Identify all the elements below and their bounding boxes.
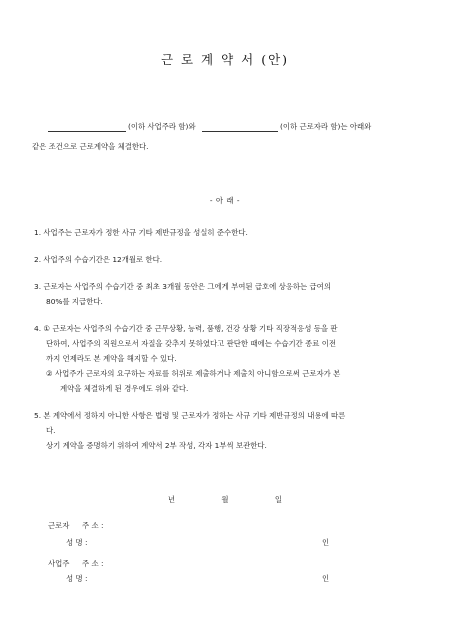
worker-address-label: 주 소 :	[82, 521, 104, 530]
date-month: 월	[221, 495, 229, 504]
date-year: 년	[167, 495, 176, 504]
intro-line-1	[48, 121, 371, 132]
employer-name-blank	[48, 123, 126, 132]
item-3-line-2: 80%를 지급한다.	[46, 297, 103, 306]
item-1: 1. 사업주는 근로자가 정한 사규 기타 제반규정을 성실히 준수한다.	[34, 228, 248, 237]
employer-address-label: 주 소 :	[82, 559, 104, 568]
item-4-line-1: 4. ① 근로자는 사업주의 수습기간 중 근무상황, 능력, 품행, 건강 상황 기타 직장적응성 등을 판	[34, 324, 338, 333]
intro-worker-text: (이하 근로자라 함)는 아래와	[279, 122, 372, 131]
below-heading: - 아 래 -	[209, 196, 241, 205]
document-title: 근 로 계 약 서 (안)	[160, 52, 290, 67]
worker-name-label: 성 명 :	[66, 538, 88, 547]
closing-statement: 상기 계약을 증명하기 위하여 계약서 2부 작성, 각자 1부씩 보관한다.	[46, 441, 267, 450]
item-3-line-1: 3. 근로자는 사업주의 수습기간 중 최초 3개월 동안은 그에게 부여된 급호에 상응하는 급여의	[34, 282, 331, 291]
worker-seal: 인	[322, 538, 330, 547]
date-line	[0, 494, 450, 505]
intro-employer-text: (이하 사업주라 함)와	[128, 122, 196, 131]
intro-line-2: 같은 조건으로 근로계약을 체결한다.	[32, 142, 149, 151]
item-5-line-2: 다.	[46, 426, 56, 435]
employer-seal: 인	[322, 574, 330, 583]
item-4-line-5: 계약을 체결하게 된 경우에도 위와 같다.	[60, 384, 189, 393]
item-2: 2. 사업주의 수습기간은 12개월로 한다.	[34, 255, 163, 264]
item-4-line-3: 까지 언제라도 본 계약을 해지할 수 있다.	[46, 354, 177, 363]
date-day: 일	[274, 495, 283, 504]
item-4-line-2: 단하여, 사업주의 직원으로서 자질을 갖추지 못하였다고 판단한 때에는 수습기간 종료 이전	[46, 339, 337, 348]
employer-name-label: 성 명 :	[66, 574, 88, 583]
item-4-line-4: ② 사업주가 근로자의 요구하는 자료를 허위로 제출하거나 제출치 아니함으로써 근로자가 본	[46, 369, 341, 378]
worker-name-blank	[202, 123, 278, 132]
item-5-line-1: 5. 본 계약에서 정하지 아니한 사항은 법령 및 근로자가 정하는 사규 기타 제반규정의 내용에 따른	[34, 411, 346, 420]
employer-label: 사업주	[48, 559, 70, 568]
worker-label: 근로자	[48, 521, 70, 530]
